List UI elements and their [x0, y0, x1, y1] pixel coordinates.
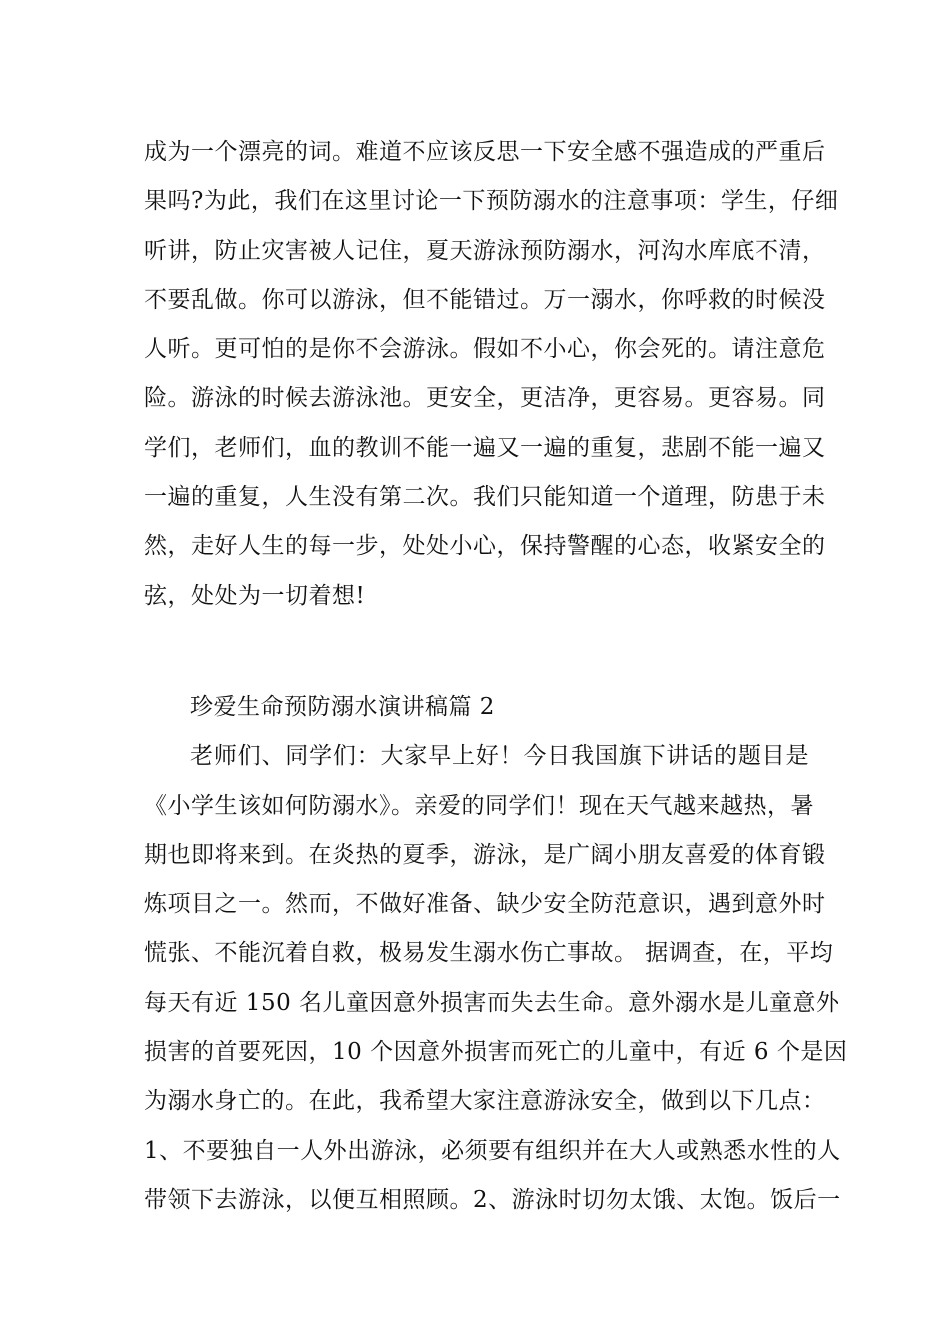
- text-line: 不要乱做。你可以游泳，但不能错过。万一溺水，你呼救的时候没: [144, 286, 826, 313]
- text-line: 成为一个漂亮的词。难道不应该反思一下安全感不强造成的严重后: [144, 139, 826, 165]
- text-line: 《小学生该如何防溺水》。亲爱的同学们！现在天气越来越热，暑: [144, 792, 814, 819]
- text-line: 带领下去游泳，以便互相照顾。2、游泳时切勿太饿、太饱。饭后一: [144, 1186, 841, 1213]
- text-line: 学们，老师们，血的教训不能一遍又一遍的重复，悲剧不能一遍又: [144, 434, 826, 461]
- section-heading: 珍爱生命预防溺水演讲稿篇 2: [190, 693, 495, 720]
- text-line: 听讲，防止灾害被人记住，夏天游泳预防溺水，河沟水库底不清，: [144, 237, 826, 264]
- text-line: 每天有近 150 名儿童因意外损害而失去生命。意外溺水是儿童意外: [144, 989, 840, 1016]
- text-line: 弦，处处为一切着想!: [144, 582, 366, 609]
- text-line: 一遍的重复，人生没有第二次。我们只能知道一个道理，防患于未: [144, 484, 826, 511]
- text-line: 期也即将来到。在炎热的夏季，游泳，是广阔小朋友喜爱的体育锻: [144, 841, 826, 868]
- text-line: 1、不要独自一人外出游泳，必须要有组织并在大人或熟悉水性的人: [144, 1137, 841, 1164]
- text-line: 损害的首要死因，10 个因意外损害而死亡的儿童中，有近 6 个是因: [144, 1039, 848, 1066]
- paragraph-gap: [144, 621, 809, 683]
- text-line: 炼项目之一。然而，不做好准备、缺少安全防范意识，遇到意外时: [144, 891, 826, 918]
- text-line: 人听。更可怕的是你不会游泳。假如不小心，你会死的。请注意危: [144, 336, 826, 363]
- text-line: 险。游泳的时候去游泳池。更安全，更洁净，更容易。更容易。同: [144, 385, 826, 412]
- text-line: 然，走好人生的每一步，处处小心，保持警醒的心态，收紧安全的: [144, 533, 826, 560]
- text-line: 老师们、同学们：大家早上好！今日我国旗下讲话的题目是: [190, 743, 809, 770]
- document-body: [144, 128, 848, 1225]
- text-line: 果吗?为此，我们在这里讨论一下预防溺水的注意事项：学生，仔细: [144, 188, 839, 215]
- text-line: 慌张、不能沉着自救，极易发生溺水伤亡事故。 据调查，在，平均: [144, 940, 834, 967]
- text-line: 为溺水身亡的。在此，我希望大家注意游泳安全，做到以下几点：: [144, 1088, 826, 1115]
